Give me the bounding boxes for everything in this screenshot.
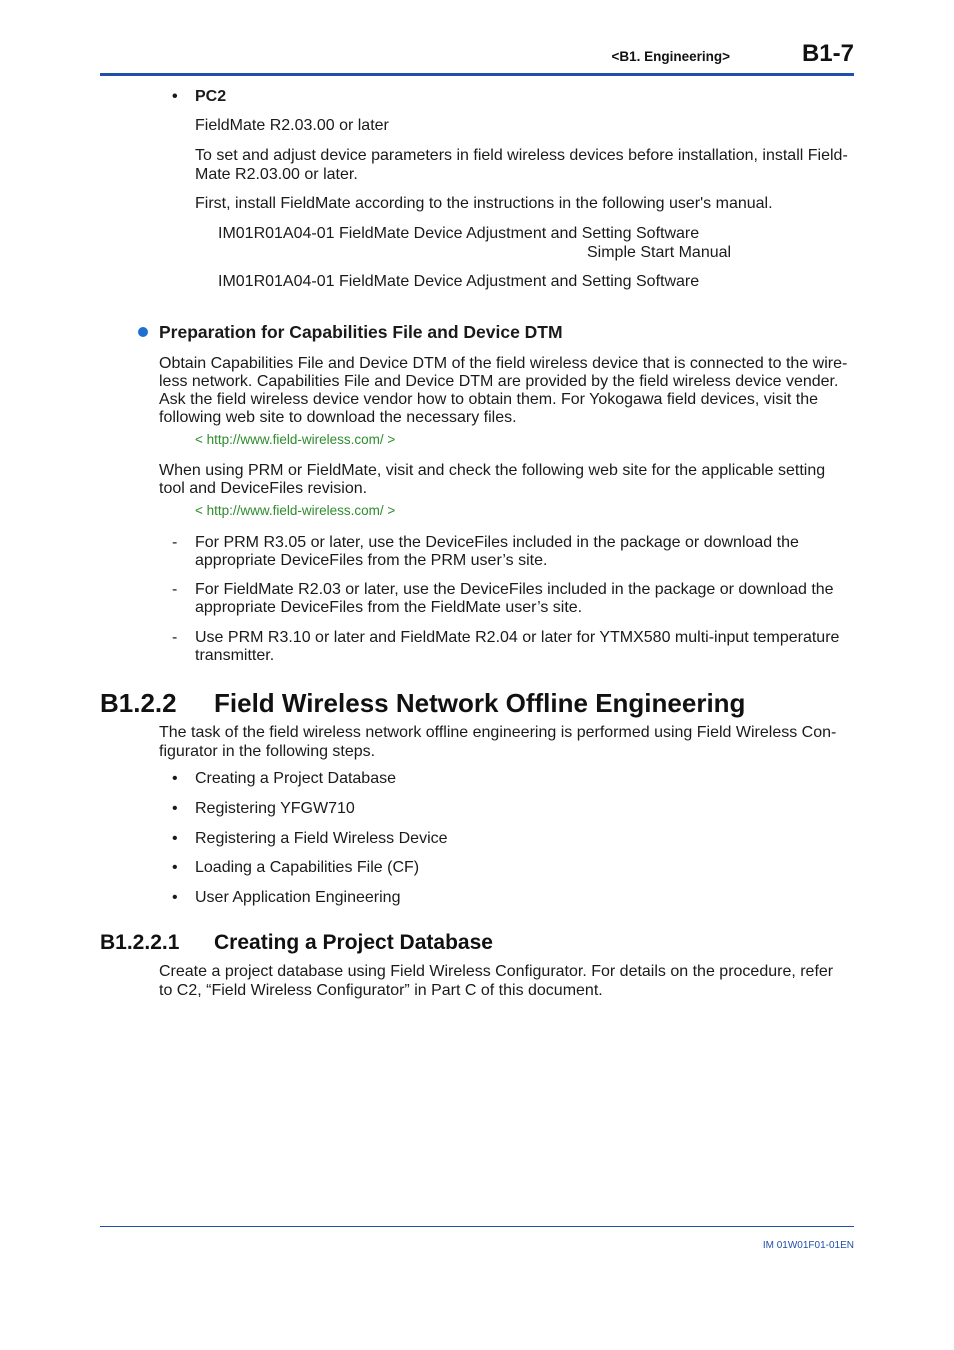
step-item: Loading a Capabilities File (CF) [195,859,420,876]
section-intro-line: The task of the field wireless network offline engineering is performed using Field Wireless Con- [159,724,837,741]
step-bullet: • [172,770,178,787]
subsection-number: B1.2.2.1 [100,931,180,954]
section-number: B1.2.2 [100,688,177,718]
manual-reference-subtitle: Simple Start Manual [587,244,732,261]
pc2-para-line: To set and adjust device parameters in field wireless devices before installation, install Field- [195,147,848,164]
field-wireless-link[interactable]: < http://www.field-wireless.com/ > [195,503,396,518]
blue-circle-bullet-icon [138,327,148,337]
prep-para-line: When using PRM or FieldMate, visit and check the following web site for the applicable setting [159,462,826,479]
dash-item-line: Use PRM R3.10 or later and FieldMate R2.04 or later for YTMX580 multi-input temperature [195,629,840,646]
step-item: Registering YFGW710 [195,800,355,817]
step-item: User Application Engineering [195,889,401,906]
dash-item-line: For FieldMate R2.03 or later, use the DeviceFiles included in the package or download the [195,581,834,598]
prep-para-line: following web site to download the necessary files. [159,409,517,426]
prep-para-line: Ask the field wireless device vendor how to obtain them. For Yokogawa field devices, visit the [159,391,819,408]
prep-heading: Preparation for Capabilities File and Device DTM [159,322,563,342]
subsection-body-line: Create a project database using Field Wireless Configurator. For details on the procedure, refer [159,963,834,980]
pc2-title: PC2 [195,88,227,105]
step-bullet: • [172,830,178,847]
prep-para-line: tool and DeviceFiles revision. [159,480,368,497]
subsection-heading [100,931,493,955]
pc2-requirement: FieldMate R2.03.00 or later [195,117,389,134]
dash-item-line: appropriate DeviceFiles from the PRM user’s site. [195,552,548,569]
dash-marker: - [172,629,178,646]
step-bullet: • [172,800,178,817]
manual-reference: IM01R01A04-01 FieldMate Device Adjustment and Setting Software [218,225,700,242]
manual-reference: IM01R01A04-01 FieldMate Device Adjustment and Setting Software [218,273,700,290]
prep-para-line: less network. Capabilities File and Device DTM are provided by the field wireless device vender. [159,373,839,390]
header-rule [100,73,854,76]
section-intro-line: figurator in the following steps. [159,743,376,760]
section-heading [100,688,745,718]
step-bullet: • [172,889,178,906]
footer-rule [100,1226,854,1227]
pc2-install-instruction: First, install FieldMate according to the instructions in the following user's manual. [195,195,773,212]
subsection-title: Creating a Project Database [214,931,493,954]
subsection-body-line: to C2, “Field Wireless Configurator” in Part C of this document. [159,982,603,999]
field-wireless-link[interactable]: < http://www.field-wireless.com/ > [195,432,396,447]
section-title: Field Wireless Network Offline Engineering [214,688,746,718]
dash-marker: - [172,581,178,598]
dash-item-line: appropriate DeviceFiles from the FieldMate user’s site. [195,599,583,616]
page-number: B1-7 [801,40,854,67]
pc2-bullet: • [172,88,178,105]
dash-item-line: For PRM R3.05 or later, use the DeviceFiles included in the package or download the [195,534,799,551]
pc2-para-line: Mate R2.03.00 or later. [195,166,358,183]
document-code: IM 01W01F01-01EN [762,1240,854,1251]
step-item: Registering a Field Wireless Device [195,830,448,847]
step-item: Creating a Project Database [195,770,396,787]
dash-marker: - [172,534,178,551]
header-chapter: <B1. Engineering> [611,49,730,64]
step-bullet: • [172,859,178,876]
dash-item-line: transmitter. [195,647,275,664]
prep-para-line: Obtain Capabilities File and Device DTM of the field wireless device that is connected to the wire- [159,355,848,372]
